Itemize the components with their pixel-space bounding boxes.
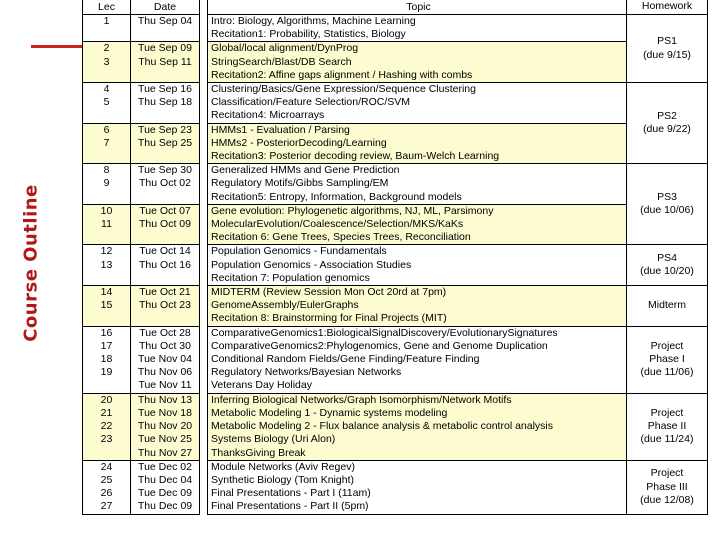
header-gap	[200, 0, 208, 15]
lecture-topic-line: Generalized HMMs and Gene Prediction	[211, 164, 400, 177]
course-outline-title	[16, 158, 46, 368]
lecture-block-row	[83, 204, 708, 245]
lecture-topic-line: Global/local alignment/DynProg	[211, 42, 359, 55]
lecture-number-line: 11	[101, 218, 112, 231]
lecture-topic	[208, 245, 627, 286]
lecture-date-line: Thu Dec 04	[137, 473, 193, 486]
lecture-date-line: Thu Sep 25	[137, 136, 193, 149]
lecture-topic-line: Synthetic Biology (Tom Knight)	[211, 473, 354, 486]
lecture-topic-line: Inferring Biological Networks/Graph Isomorphism/Network Motifs	[211, 393, 512, 406]
column-gap	[200, 393, 208, 460]
lecture-number-line: 8	[103, 164, 110, 177]
lecture-topic-line: Recitation3: Posterior decoding review, Baum-Welch Learning	[211, 150, 500, 163]
lecture-topic-line: Recitation4: Microarrays	[211, 109, 325, 122]
lecture-number-line: 6	[103, 123, 110, 136]
lecture-topic-line: Conditional Random Fields/Gene Finding/Feature Finding	[211, 353, 480, 366]
lecture-topic-line: ThanksGiving Break	[211, 446, 306, 459]
lecture-number	[83, 393, 131, 460]
lecture-block-row	[83, 326, 708, 393]
lecture-date-line: Tue Sep 23	[138, 123, 192, 136]
lecture-topic-line: Final Presentations - Part II (5pm)	[211, 500, 369, 513]
lecture-date-line: Tue Dec 02	[138, 460, 192, 473]
homework-cell	[627, 164, 708, 245]
lecture-date-line: Thu Oct 09	[139, 218, 191, 231]
lecture-number-line: 16	[100, 326, 113, 339]
lecture-date-line: Tue Oct 21	[139, 286, 191, 299]
homework-label-line: Midterm	[648, 299, 686, 312]
lecture-topic-line: HMMs1 - Evaluation / Parsing	[211, 123, 350, 136]
lecture-date	[131, 164, 200, 205]
homework-label-line: Project	[650, 467, 684, 480]
lecture-date-line	[131, 150, 199, 163]
lecture-date-line: Thu Oct 23	[139, 299, 191, 312]
lecture-topic-line: Veterans Day Holiday	[211, 379, 312, 392]
lecture-date-line: Tue Nov 25	[138, 433, 192, 446]
lecture-number	[83, 15, 131, 42]
lecture-topic	[208, 15, 627, 42]
column-gap	[200, 460, 208, 514]
lecture-date-line: Thu Oct 30	[139, 339, 191, 352]
lecture-number	[83, 460, 131, 514]
lecture-date	[131, 15, 200, 42]
lecture-topic	[208, 123, 627, 164]
lecture-number-line: 13	[100, 258, 113, 271]
header-lec: Lec	[83, 0, 131, 15]
lecture-topic-line: ComparativeGenomics2:Phylogenomics, Gene and Genome Duplication	[211, 339, 548, 352]
homework-cell	[627, 326, 708, 393]
lecture-number-line	[83, 312, 130, 325]
lecture-number	[83, 42, 131, 83]
lecture-number	[83, 286, 131, 327]
lecture-topic-line: Population Genomics - Fundamentals	[211, 245, 387, 258]
lecture-date-line	[131, 69, 199, 82]
lecture-topic-line: HMMs2 - PosteriorDecoding/Learning	[211, 136, 387, 149]
lecture-date-line: Thu Nov 27	[137, 446, 193, 459]
decorative-red-line	[31, 45, 82, 48]
lecture-topic-line: Metabolic Modeling 1 - Dynamic systems modeling	[211, 406, 448, 419]
homework-label-line: Phase III	[646, 480, 688, 493]
lecture-number-line: 2	[103, 42, 110, 55]
column-gap	[200, 245, 208, 286]
lecture-date-line: Thu Nov 13	[137, 393, 193, 406]
lecture-date	[131, 245, 200, 286]
homework-cell	[627, 83, 708, 164]
lecture-date	[131, 83, 200, 124]
lecture-number-line: 19	[100, 366, 113, 379]
lecture-number	[83, 326, 131, 393]
column-gap	[200, 83, 208, 124]
homework-cell	[627, 393, 708, 460]
lecture-topic-line: Final Presentations - Part I (11am)	[211, 487, 371, 500]
lecture-date-line: Thu Nov 20	[137, 420, 193, 433]
column-gap	[200, 286, 208, 327]
lecture-number-line	[83, 191, 130, 204]
lecture-date	[131, 42, 200, 83]
lecture-topic-line: Gene evolution: Phylogenetic algorithms, NJ, ML, Parsimony	[211, 204, 494, 217]
column-gap	[200, 326, 208, 393]
lecture-topic-line: Metabolic Modeling 2 - Flux balance analysis & metabolic control analysis	[211, 420, 553, 433]
lecture-date-line	[131, 272, 199, 285]
lecture-date-line: Tue Sep 09	[138, 42, 192, 55]
lecture-number	[83, 245, 131, 286]
lecture-block-row	[83, 460, 708, 514]
homework-label-line: Phase I	[649, 353, 685, 366]
lecture-number-line	[83, 69, 130, 82]
lecture-date-line: Tue Nov 11	[138, 379, 192, 392]
homework-label-line: (due 10/20)	[640, 265, 694, 278]
lecture-topic-line: Module Networks (Aviv Regev)	[211, 460, 355, 473]
lecture-number	[83, 164, 131, 205]
homework-label-line: PS1	[657, 35, 677, 48]
homework-label-line: (due 10/06)	[640, 204, 694, 217]
lecture-topic-line: Classification/Feature Selection/ROC/SVM	[211, 96, 410, 109]
lecture-topic	[208, 83, 627, 124]
lecture-number-line	[83, 109, 130, 122]
lecture-date-line: Tue Sep 16	[138, 83, 192, 96]
lecture-date-line: Tue Sep 30	[138, 164, 192, 177]
homework-label-line: (due 11/24)	[640, 433, 694, 446]
lecture-number-line: 24	[100, 460, 113, 473]
lecture-date	[131, 326, 200, 393]
lecture-date-line: Thu Sep 04	[137, 15, 193, 27]
lecture-date-line: Tue Nov 18	[138, 406, 192, 419]
lecture-date-line	[131, 28, 199, 41]
lecture-number-line: 4	[103, 83, 110, 96]
lecture-topic-line: Regulatory Motifs/Gibbs Sampling/EM	[211, 177, 389, 190]
lecture-number-line: 14	[100, 286, 113, 299]
lecture-number-line: 3	[103, 55, 110, 68]
lecture-topic	[208, 204, 627, 245]
lecture-topic	[208, 460, 627, 514]
lecture-number-line: 21	[100, 406, 113, 419]
lecture-topic-line: Systems Biology (Uri Alon)	[211, 433, 336, 446]
lecture-date-line	[131, 231, 199, 244]
lecture-topic-line: Recitation 8: Brainstorming for Final Projects (MIT)	[211, 312, 447, 325]
lecture-topic-line: Intro: Biology, Algorithms, Machine Learning	[211, 15, 416, 27]
lecture-number-line: 7	[103, 136, 110, 149]
homework-cell	[627, 460, 708, 514]
lecture-topic	[208, 393, 627, 460]
table-body	[83, 15, 708, 515]
lecture-number-line: 26	[100, 487, 113, 500]
lecture-topic-line: Regulatory Networks/Bayesian Networks	[211, 366, 402, 379]
lecture-date-line: Thu Sep 11	[138, 55, 192, 68]
lecture-block-row	[83, 164, 708, 205]
homework-cell	[627, 286, 708, 327]
lecture-block-row	[83, 15, 708, 42]
lecture-number-line: 12	[100, 245, 113, 258]
header-topic: Topic	[208, 0, 627, 15]
column-gap	[200, 42, 208, 83]
lecture-date-line: Tue Oct 07	[139, 204, 191, 217]
header-date: Date	[131, 0, 200, 15]
lecture-number-line: 15	[100, 299, 113, 312]
lecture-number-line	[83, 150, 130, 163]
lecture-number-line	[83, 231, 130, 244]
lecture-number-line: 17	[100, 339, 113, 352]
lecture-date-line: Tue Oct 28	[139, 326, 191, 339]
lecture-number-line: 18	[100, 353, 113, 366]
lecture-number	[83, 123, 131, 164]
column-gap	[200, 123, 208, 164]
homework-label-line: PS3	[657, 191, 677, 204]
lecture-date-line	[131, 191, 199, 204]
lecture-date-line: Thu Dec 09	[137, 500, 193, 513]
homework-label-line: Project	[650, 339, 684, 352]
lecture-date-line	[131, 109, 199, 122]
lecture-number-line: 22	[100, 420, 113, 433]
homework-cell	[627, 245, 708, 286]
header-homework: Homework	[627, 0, 708, 15]
lecture-topic-line: Population Genomics - Association Studies	[211, 258, 412, 271]
lecture-number	[83, 83, 131, 124]
lecture-number-line	[83, 447, 130, 460]
lecture-number-line: 5	[103, 96, 110, 109]
homework-cell	[627, 15, 708, 83]
lecture-number-line	[83, 272, 130, 285]
lecture-topic-line: MIDTERM (Review Session Mon Oct 20rd at 7pm)	[211, 286, 447, 299]
lecture-number-line	[83, 28, 130, 41]
lecture-date	[131, 393, 200, 460]
lecture-date-line: Thu Sep 18	[137, 96, 193, 109]
lecture-date	[131, 460, 200, 514]
lecture-topic	[208, 164, 627, 205]
column-gap	[200, 164, 208, 205]
lecture-date-line: Thu Oct 02	[139, 177, 191, 190]
lecture-topic-line: StringSearch/Blast/DB Search	[211, 55, 352, 68]
lecture-number	[83, 204, 131, 245]
lecture-date-line: Tue Oct 14	[139, 245, 191, 258]
homework-label-line: Phase II	[647, 420, 687, 433]
lecture-topic	[208, 286, 627, 327]
lecture-date-line: Thu Nov 06	[137, 366, 193, 379]
lecture-topic-line: GenomeAssembly/EulerGraphs	[211, 299, 359, 312]
lecture-number-line: 27	[100, 500, 113, 513]
lecture-block-row	[83, 83, 708, 124]
lecture-topic-line: Recitation2: Affine gaps alignment / Hashing with combs	[211, 68, 473, 81]
lecture-number-line	[83, 379, 130, 392]
lecture-block-row	[83, 286, 708, 327]
column-gap	[200, 15, 208, 42]
course-outline-table	[82, 0, 708, 515]
lecture-date-line: Tue Dec 09	[138, 487, 192, 500]
lecture-topic	[208, 326, 627, 393]
lecture-topic	[208, 42, 627, 83]
lecture-number-line: 1	[103, 15, 110, 27]
lecture-date-line	[131, 312, 199, 325]
homework-label-line: (due 12/08)	[640, 493, 694, 506]
lecture-topic-line: Clustering/Basics/Gene Expression/Sequence Clustering	[211, 83, 476, 96]
lecture-topic-line: Recitation5: Entropy, Information, Background models	[211, 190, 462, 203]
homework-label-line: (due 9/22)	[643, 123, 691, 136]
lecture-topic-line: Recitation1: Probability, Statistics, Biology	[211, 28, 406, 41]
lecture-topic-line: Recitation 7: Population genomics	[211, 271, 370, 284]
lecture-block-row	[83, 123, 708, 164]
homework-label-line: Project	[650, 406, 684, 419]
lecture-number-line: 10	[100, 204, 113, 217]
lecture-number-line: 9	[103, 177, 110, 190]
homework-label-line: (due 11/06)	[640, 366, 694, 379]
lecture-date	[131, 286, 200, 327]
lecture-number-line: 20	[100, 393, 113, 406]
homework-label-line: PS2	[657, 109, 677, 122]
lecture-number-line: 23	[100, 433, 113, 446]
homework-label-line: PS4	[657, 252, 677, 265]
table-header-row	[83, 0, 708, 15]
lecture-topic-line: Recitation 6: Gene Trees, Species Trees, Reconciliation	[211, 231, 471, 244]
lecture-topic-line: ComparativeGenomics1:BiologicalSignalDiscovery/EvolutionarySignatures	[211, 326, 558, 339]
lecture-block-row	[83, 393, 708, 460]
column-gap	[200, 204, 208, 245]
lecture-date-line: Thu Oct 16	[139, 258, 191, 271]
lecture-date-line: Tue Nov 04	[138, 353, 192, 366]
course-outline-title-text: Course Outline	[20, 184, 42, 342]
lecture-block-row	[83, 245, 708, 286]
lecture-date	[131, 123, 200, 164]
lecture-number-line: 25	[100, 473, 113, 486]
lecture-topic-line: MolecularEvolution/Coalescence/Selection/MKS/KaKs	[211, 218, 464, 231]
lecture-date	[131, 204, 200, 245]
lecture-block-row	[83, 42, 708, 83]
homework-label-line: (due 9/15)	[643, 48, 691, 61]
